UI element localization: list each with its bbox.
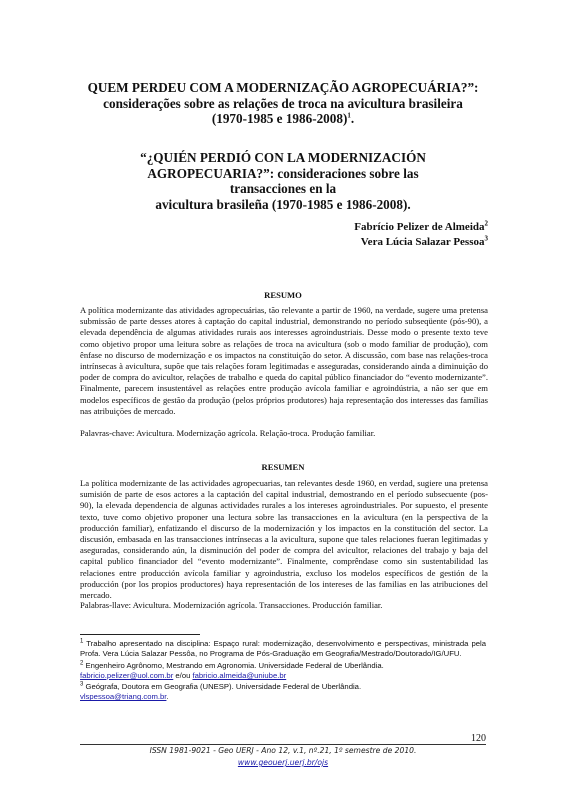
author-footnote-ref: 3 bbox=[484, 234, 488, 243]
page-number: 120 bbox=[471, 733, 486, 744]
title-pt-line3 bbox=[70, 111, 496, 127]
author-name: Fabrício Pelizer de Almeida bbox=[354, 221, 485, 233]
footnotes bbox=[80, 639, 486, 704]
author-list bbox=[354, 220, 488, 250]
author bbox=[354, 220, 488, 235]
email-link-fabricio-uniube[interactable]: fabricio.almeida@uniube.br bbox=[192, 670, 287, 680]
footnote-text: Engenheiro Agrônomo, Mestrando em Agronomia. Universidade Federal de Uberlândia. bbox=[83, 660, 384, 670]
footnote-number: 3 bbox=[80, 681, 84, 688]
email-link-vera[interactable]: vlspessoa@triang.com.br bbox=[80, 692, 167, 702]
author-name: Vera Lúcia Salazar Pessoa bbox=[360, 236, 485, 248]
footnote-2 bbox=[80, 661, 486, 682]
resumo-heading: RESUMO bbox=[264, 290, 302, 300]
footnote-separator bbox=[80, 634, 200, 635]
resumo-keywords: Palavras-chave: Avicultura. Modernização agrícola. Relação-troca. Produção familiar. bbox=[80, 428, 376, 438]
footnote-text: Trabalho apresentado na disciplina: Espaço rural: modernização, desenvolvimento e perspectivas, ministrada pela Profa. Vera Lúcia Salazar Pessôa, no Programa de Pós-Graduação em Geografia/Mestrado/Doutorado/IG/UFU. bbox=[80, 639, 486, 659]
footnote-1 bbox=[80, 639, 486, 660]
title-es-line2: AGROPECUARIA?”: consideraciones sobre las transacciones en la bbox=[147, 165, 419, 196]
author-footnote-ref: 2 bbox=[484, 219, 488, 228]
title-pt-line2: considerações sobre as relações de troca na avicultura brasileira bbox=[103, 95, 463, 111]
footer-rule bbox=[80, 744, 486, 745]
footnote-3 bbox=[80, 682, 486, 703]
journal-website-link[interactable]: www.geouerj.uerj.br/ojs bbox=[237, 758, 329, 767]
title-pt-line1: QUEM PERDEU COM A MODERNIZAÇÃO AGROPECUÁRIA?”: bbox=[87, 80, 479, 95]
title-pt-line3-tail: . bbox=[350, 111, 355, 126]
footnote-number: 1 bbox=[80, 638, 84, 645]
resumo-text: A política modernizante das atividades agropecuárias, tão relevante a partir de 1960, na verdade, sugere uma pretensa submissão de parte desses atores à captação do capital industrial, demonstrando no período subseqüente (pós-90), a elevada dependência de algumas atividades rurais aos interesses agroindustriais. Desse modo o presente texto teve como objetivo propor uma leitura sobre as relações de troca na avicultura (sob o modo familiar de produção), com ênfase no discurso de modernização e os impactos na constituição do setor. A discussão, com base nas relações-troca intrínsecas à avicultura, supõe que tais relações foram legitimadas e asseguradas, considerando ainda a diminuição do poder de compra do avicultor, relações de trabalho e queda do capital público financiador do “evento modernizante”. Finalmente, parecem insustentável as relações entre produção avícola familiar e agroindústria, a não ser que em modelos específicos de gestão da produção (pelos próprios produtores) haja representação dos interesses das famílias nas atribuições de mercado. bbox=[80, 305, 488, 416]
resumen-keywords: Palabras-llave: Avicultura. Modernización agrícola. Transacciones. Producción familiar. bbox=[80, 600, 383, 610]
footnote-separator-text: e/ou bbox=[173, 670, 193, 680]
title-es-line1: “¿QUIÉN PERDIÓ CON LA MODERNIZACIÓN bbox=[140, 150, 426, 165]
email-link-fabricio-uol[interactable]: fabricio.pelizer@uol.com.br bbox=[80, 670, 174, 680]
footnote-text: Geógrafa, Doutora em Geografia (UNESP). Universidade Federal de Uberlândia. bbox=[83, 682, 362, 692]
title-footnote-ref: 1 bbox=[347, 111, 351, 120]
footnote-number: 2 bbox=[80, 660, 84, 667]
title-pt-line3-text: (1970-1985 e 1986-2008) bbox=[211, 111, 348, 126]
journal-issn-line: ISSN 1981-9021 - Geo UERJ - Ano 12, v.1, nº.21, 1º semestre de 2010. bbox=[149, 746, 417, 755]
resumen-heading: RESUMEN bbox=[261, 462, 305, 472]
resumen-text: La política modernizante de las actividades agropecuarias, tan relevantes desde 1960, en verdad, sugiere una pretensa sumisión de parte de esos actores a la captación del capital industrial, demostrando en el período subsecuente (pos-90), la elevada dependencia de algunas actividades rurales a los intereses agroindustriales. Por supuesto, el presente texto, tuve como objetivo proponer una lectura sobre las transacciones en la avicultura (en la perspectiva de la producción familiar), enfatizando el discurso de la modernización y los impactos en la constitución del sector. La discusión, embasada en las transacciones intrínsecas a la avicultura, supone que tales relaciones fueran legitimadas y aseguradas, considerando aún, la disminución del poder de compra del avicultor, relaciones del trabajo y baja del capital publico financiador del “evento modernizante”. Finalmente, comprêndase como sin sustentabilidad las relaciones entre producción avícola familiar y agroindustria, excluso los modelos específicos de gestión de la producción (por los propios productores) haya representación de los intereses de las familias en las atribuciones del mercado. bbox=[80, 478, 488, 601]
title-es-line3: avicultura brasileña (1970-1985 e 1986-2008). bbox=[155, 196, 411, 212]
footnote-tail: . bbox=[166, 692, 169, 702]
title-portuguese bbox=[70, 80, 496, 127]
title-spanish bbox=[110, 150, 456, 212]
author bbox=[354, 235, 488, 250]
